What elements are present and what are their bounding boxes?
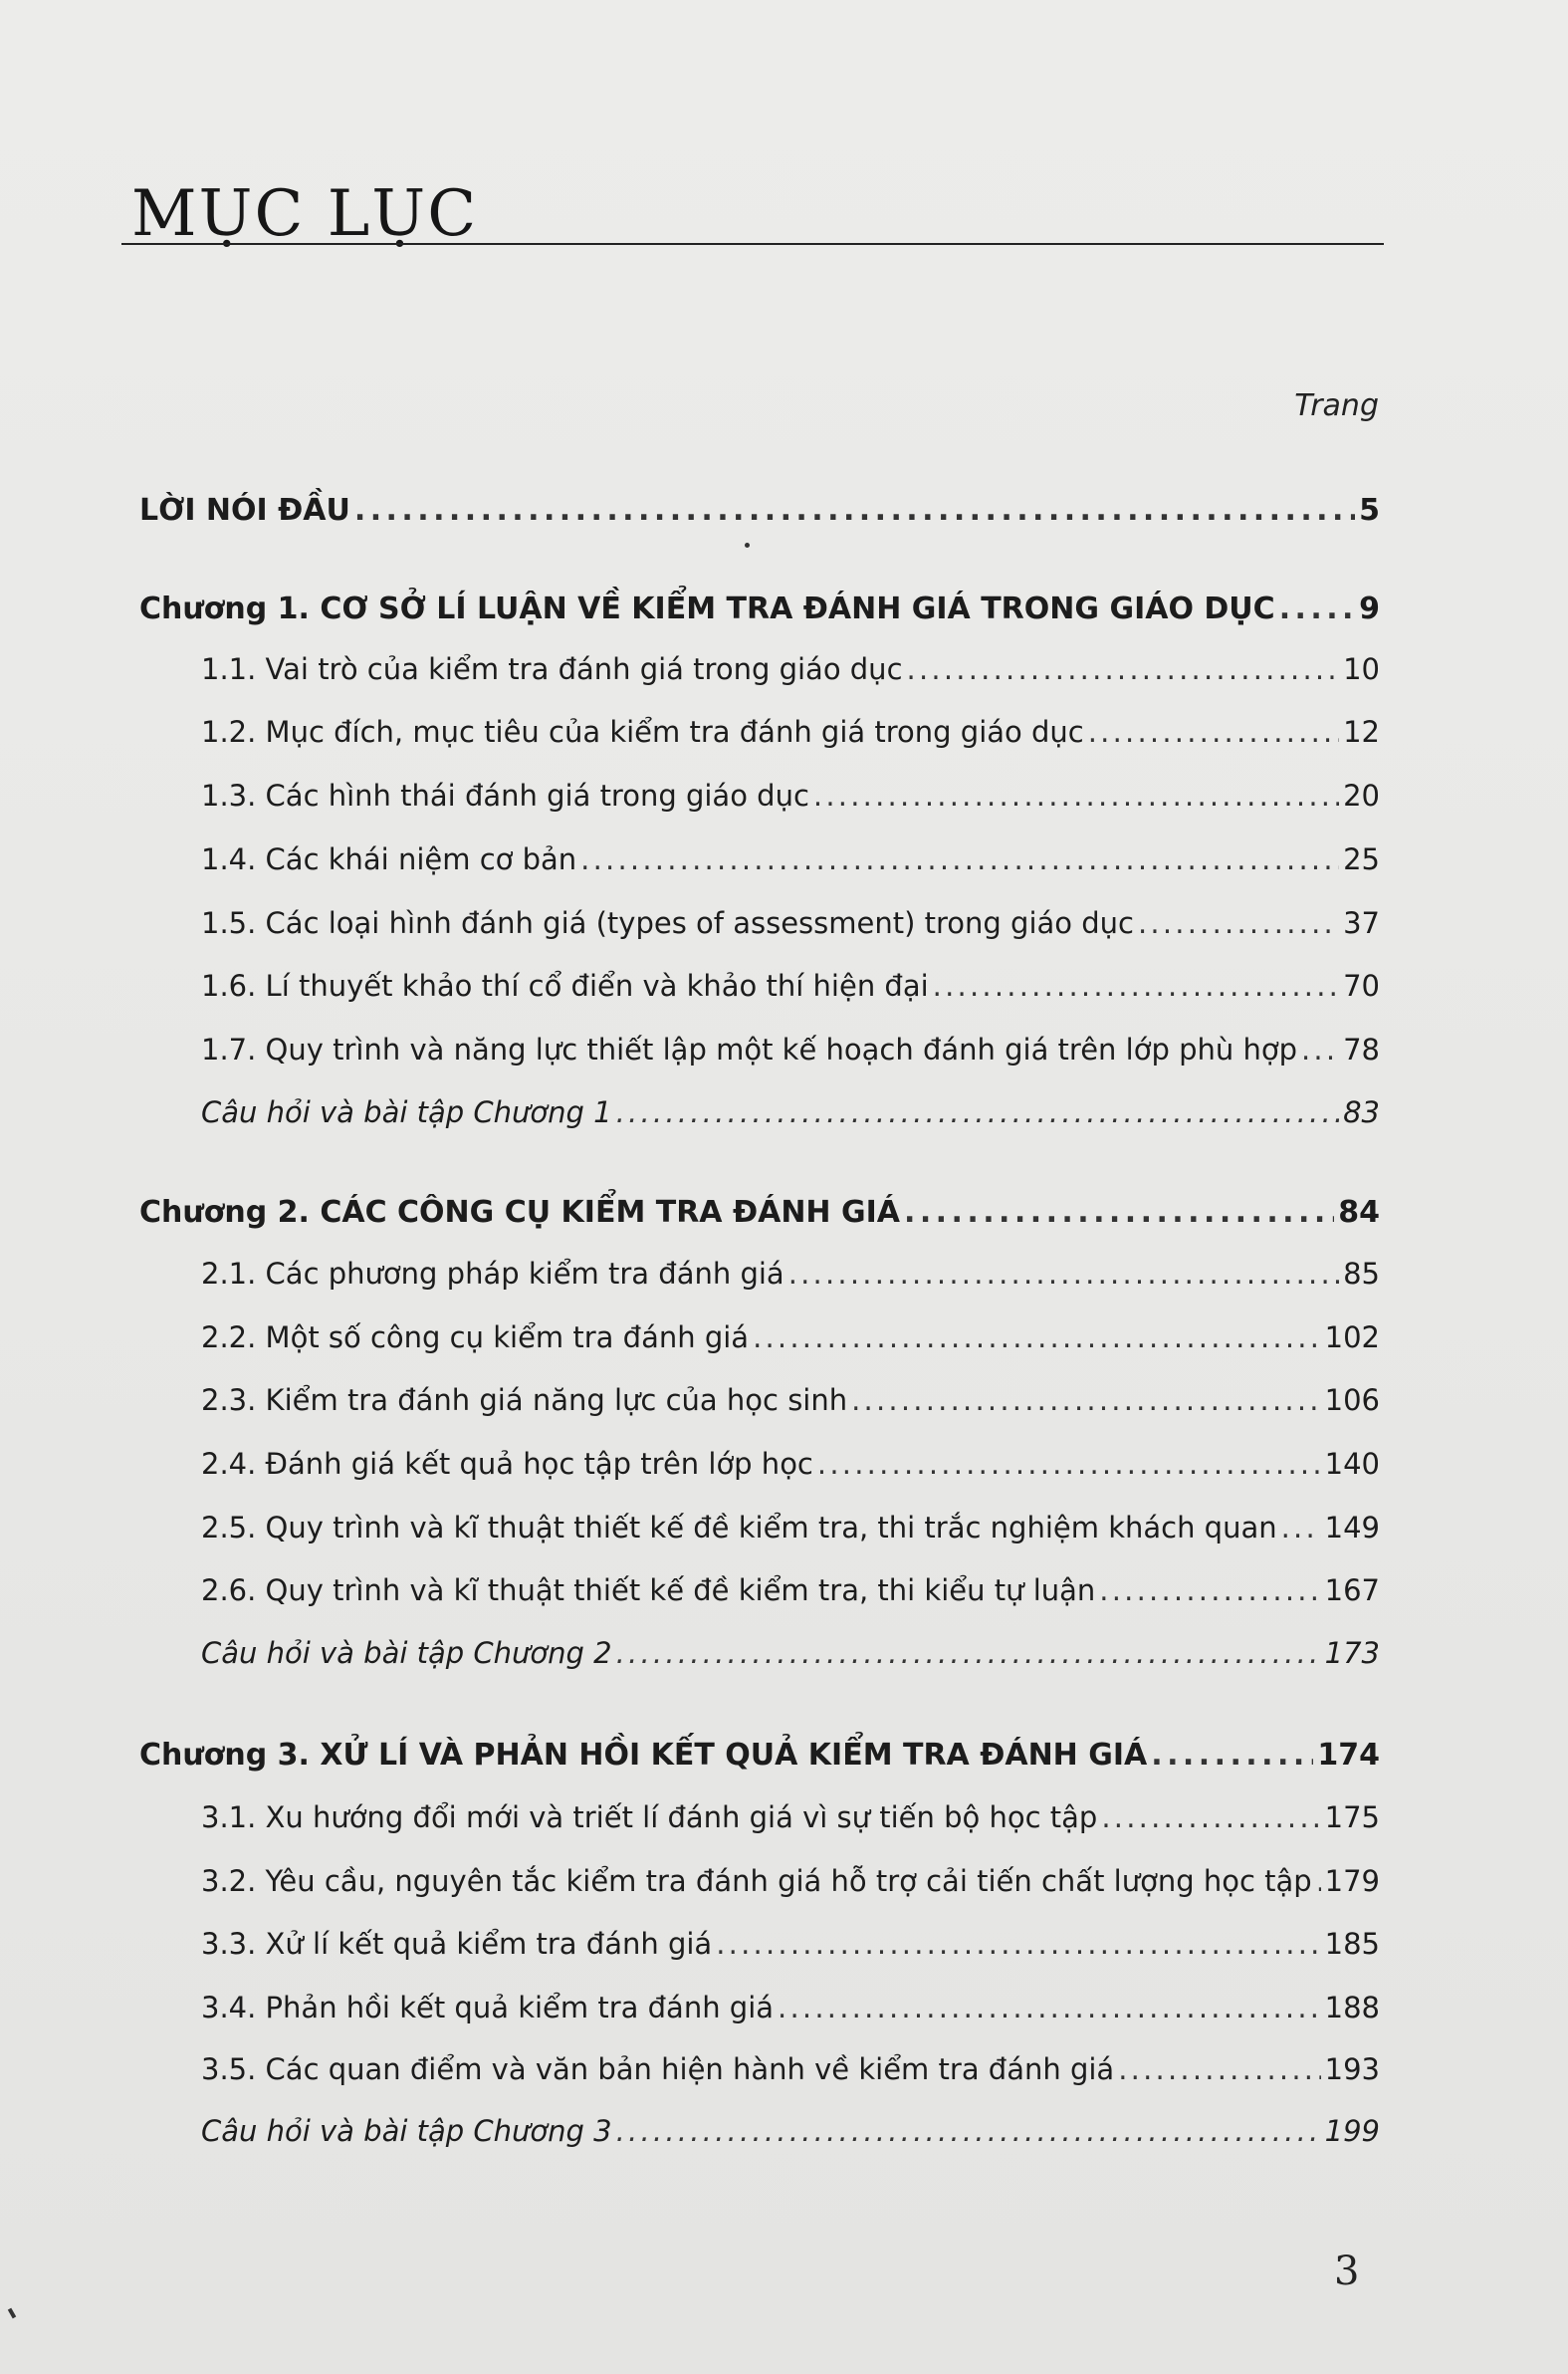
- toc-entry-label: 2.4. Đánh giá kết quả học tập trên lớp học: [201, 1447, 813, 1481]
- toc-entry-label: 2.1. Các phương pháp kiểm tra đánh giá: [201, 1257, 784, 1291]
- leader-dots: [616, 1095, 1339, 1129]
- toc-entry-section: [201, 1864, 1380, 1898]
- toc-entry-section: [201, 969, 1380, 1003]
- toc-entry-label: Chương 2. CÁC CÔNG CỤ KIỂM TRA ĐÁNH GIÁ: [139, 1195, 900, 1230]
- leader-dots: [904, 1195, 1334, 1230]
- toc-entry-page: 179: [1324, 1864, 1380, 1898]
- toc-entry-page: 167: [1324, 1573, 1380, 1607]
- page-column-label: Trang: [1294, 388, 1379, 423]
- toc-entry-label: Câu hỏi và bài tập Chương 1: [201, 1095, 612, 1129]
- toc-entry-page: 20: [1343, 779, 1380, 813]
- toc-entry-label: 3.1. Xu hướng đổi mới và triết lí đánh giá vì sự tiến bộ học tập: [201, 1800, 1098, 1834]
- toc-entry-section: [201, 715, 1380, 749]
- toc-entry-page: 10: [1343, 652, 1380, 686]
- toc-entry-page: 78: [1343, 1033, 1380, 1067]
- toc-entry-label: Câu hỏi và bài tập Chương 2: [201, 1636, 612, 1670]
- toc-entry-label: 1.1. Vai trò của kiểm tra đánh giá trong giáo dục: [201, 652, 903, 686]
- leader-dots: [933, 969, 1339, 1003]
- toc-entry-label: 1.5. Các loại hình đánh giá (types of assessment) trong giáo dục: [201, 906, 1134, 940]
- leader-dots: [616, 2114, 1321, 2148]
- toc-entry-questions: [201, 2114, 1380, 2148]
- leader-dots: [851, 1383, 1321, 1417]
- toc-entry-label: 1.2. Mục đích, mục tiêu của kiểm tra đánh giá trong giáo dục: [201, 715, 1084, 749]
- toc-entry-page: 193: [1324, 2052, 1380, 2086]
- leader-dots: [1279, 592, 1355, 626]
- toc-entry-label: 1.6. Lí thuyết khảo thí cổ điển và khảo thí hiện đại: [201, 969, 929, 1003]
- toc-entry-label: 2.5. Quy trình và kĩ thuật thiết kế đề kiểm tra, thi trắc nghiệm khách quan: [201, 1511, 1277, 1544]
- toc-entry-label: 3.2. Yêu cầu, nguyên tắc kiểm tra đánh giá hỗ trợ cải tiến chất lượng học tập: [201, 1864, 1312, 1898]
- leader-dots: [817, 1447, 1321, 1481]
- toc-entry-label: Câu hỏi và bài tập Chương 3: [201, 2114, 612, 2148]
- leader-dots: [753, 1320, 1321, 1354]
- print-speck: [8, 2308, 16, 2319]
- toc-entry-section: [201, 906, 1380, 940]
- leader-dots: [788, 1257, 1339, 1291]
- toc-entry-section: [201, 2052, 1380, 2086]
- page-title: MỤC LỤC: [131, 177, 479, 251]
- leader-dots: [1101, 1800, 1320, 1834]
- toc-entry-section: [201, 1257, 1380, 1291]
- leader-dots: [1138, 906, 1339, 940]
- toc-entry-label: 3.3. Xử lí kết quả kiểm tra đánh giá: [201, 1927, 713, 1961]
- title-underline: [121, 243, 1384, 245]
- leader-dots: [1088, 715, 1339, 749]
- toc-entry-page: 70: [1343, 969, 1380, 1003]
- toc-entry-page: 199: [1324, 2114, 1380, 2148]
- leader-dots: [1118, 2052, 1320, 2086]
- toc-entry-page: 9: [1359, 592, 1380, 626]
- toc-entry-section: [201, 779, 1380, 813]
- toc-entry-label: 2.3. Kiểm tra đánh giá năng lực của học sinh: [201, 1383, 848, 1417]
- leader-dots: [778, 1991, 1321, 2024]
- toc-entry-chapter: [139, 1195, 1380, 1230]
- leader-dots: [1281, 1511, 1321, 1544]
- leader-dots: [354, 493, 1355, 528]
- toc-entry-page: 173: [1324, 1636, 1380, 1670]
- toc-entry-label: Chương 3. XỬ LÍ VÀ PHẢN HỒI KẾT QUẢ KIỂM TRA ĐÁNH GIÁ: [139, 1738, 1148, 1773]
- toc-entry-preface: [139, 493, 1380, 528]
- toc-entry-label: 2.2. Một số công cụ kiểm tra đánh giá: [201, 1320, 750, 1354]
- toc-entry-section: [201, 652, 1380, 686]
- toc-entry-section: [201, 1573, 1380, 1607]
- toc-entry-label: 3.5. Các quan điểm và văn bản hiện hành về kiểm tra đánh giá: [201, 2052, 1115, 2086]
- toc-entry-page: 85: [1343, 1257, 1380, 1291]
- toc-entry-section: [201, 1800, 1380, 1834]
- leader-dots: [1151, 1738, 1313, 1773]
- toc-entry-page: 185: [1324, 1927, 1380, 1961]
- leader-dots: [907, 652, 1340, 686]
- toc-entry-page: 140: [1324, 1447, 1380, 1481]
- toc-entry-section: [201, 1511, 1380, 1544]
- toc-entry-page: 83: [1343, 1095, 1380, 1129]
- toc-entry-label: 2.6. Quy trình và kĩ thuật thiết kế đề kiểm tra, thi kiểu tự luận: [201, 1573, 1096, 1607]
- toc-entry-page: 149: [1324, 1511, 1380, 1544]
- toc-entry-label: 1.7. Quy trình và năng lực thiết lập một kế hoạch đánh giá trên lớp phù hợp: [201, 1033, 1297, 1067]
- toc-entry-page: 25: [1343, 842, 1380, 876]
- toc-entry-section: [201, 1033, 1380, 1067]
- toc-entry-section: [201, 1320, 1380, 1354]
- toc-entry-label: 1.3. Các hình thái đánh giá trong giáo dục: [201, 779, 809, 813]
- toc-entry-page: 102: [1324, 1320, 1380, 1354]
- leader-dots: [580, 842, 1339, 876]
- toc-entry-chapter: [139, 592, 1380, 626]
- leader-dots: [813, 779, 1339, 813]
- toc-entry-page: 12: [1343, 715, 1380, 749]
- print-speck: [745, 543, 750, 548]
- toc-entry-page: 106: [1324, 1383, 1380, 1417]
- toc-entry-section: [201, 842, 1380, 876]
- toc-entry-label: 1.4. Các khái niệm cơ bản: [201, 842, 577, 876]
- toc-entry-page: 188: [1324, 1991, 1380, 2024]
- toc-entry-page: 5: [1359, 493, 1380, 528]
- leader-dots: [716, 1927, 1320, 1961]
- toc-entry-page: 37: [1343, 906, 1380, 940]
- toc-entry-section: [201, 1991, 1380, 2024]
- toc-entry-section: [201, 1927, 1380, 1961]
- toc-entry-label: LỜI NÓI ĐẦU: [139, 493, 350, 528]
- toc-entry-questions: [201, 1636, 1380, 1670]
- leader-dots: [1316, 1864, 1321, 1898]
- toc-entry-label: Chương 1. CƠ SỞ LÍ LUẬN VỀ KIỂM TRA ĐÁNH GIÁ TRONG GIÁO DỤC: [139, 592, 1275, 626]
- toc-entry-page: 84: [1338, 1195, 1380, 1230]
- toc-entry-page: 174: [1317, 1738, 1380, 1773]
- toc-entry-questions: [201, 1095, 1380, 1129]
- toc-entry-section: [201, 1447, 1380, 1481]
- toc-entry-label: 3.4. Phản hồi kết quả kiểm tra đánh giá: [201, 1991, 775, 2024]
- toc-entry-section: [201, 1383, 1380, 1417]
- leader-dots: [1099, 1573, 1320, 1607]
- toc-entry-chapter: [139, 1738, 1380, 1773]
- toc-entry-page: 175: [1324, 1800, 1380, 1834]
- page-number: 3: [1334, 2249, 1360, 2294]
- leader-dots: [616, 1636, 1321, 1670]
- leader-dots: [1301, 1033, 1339, 1067]
